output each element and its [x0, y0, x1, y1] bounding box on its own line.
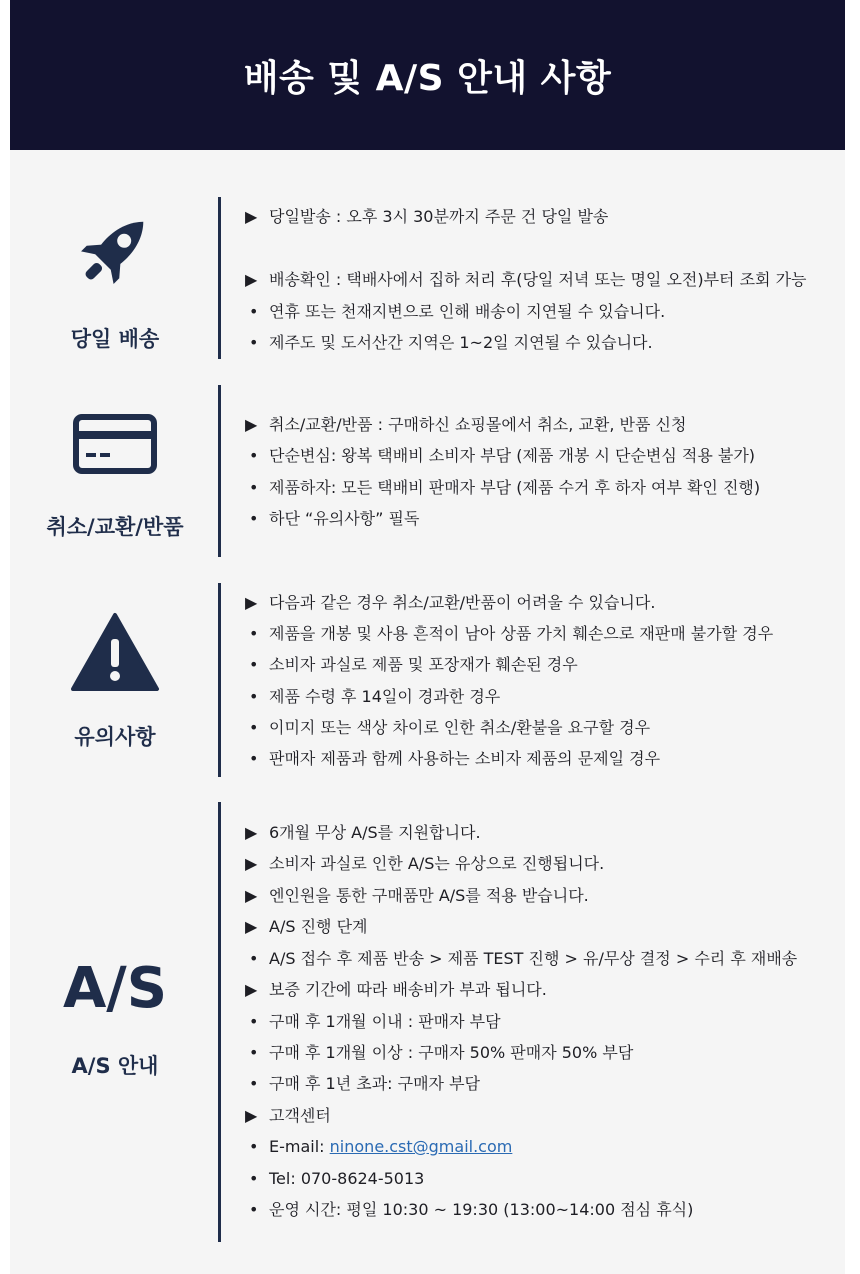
list-item — [245, 593, 655, 613]
bullet-marker: • — [249, 446, 259, 465]
line-text: 취소/교환/반품 : 구매하신 쇼핑몰에서 취소, 교환, 반품 신청 — [269, 415, 687, 434]
line-text: 보증 기간에 따라 배송비가 부과 됩니다. — [269, 980, 547, 999]
section-divider — [218, 197, 221, 359]
line-text: 구매 후 1개월 이상 : 구매자 50% 판매자 50% 부담 — [269, 1043, 634, 1062]
bullet-marker: • — [249, 624, 259, 643]
line-text: 제품하자: 모든 택배비 판매자 부담 (제품 수거 후 하자 여부 확인 진행) — [269, 478, 761, 497]
list-item — [245, 886, 589, 906]
bullet-marker: • — [249, 749, 259, 768]
list-item — [245, 415, 686, 435]
line-text: 6개월 무상 A/S를 지원합니다. — [269, 823, 481, 842]
bullet-marker: • — [249, 333, 259, 352]
list-item — [245, 917, 368, 937]
line-text: A/S 진행 단계 — [269, 917, 368, 936]
section-caution — [10, 581, 845, 778]
bullet-marker: • — [249, 1043, 259, 1062]
credit-card-icon — [10, 413, 220, 477]
bullet-marker: • — [249, 1169, 259, 1188]
page-title: 배송 및 A/S 안내 사항 — [243, 57, 612, 99]
bullet-marker: • — [249, 509, 259, 528]
list-item — [245, 1200, 693, 1220]
list-item — [245, 1106, 331, 1126]
section-title: 취소/교환/반품 — [46, 515, 184, 539]
page-header — [10, 0, 845, 150]
list-item — [245, 446, 755, 466]
list-item — [245, 749, 660, 769]
section-divider — [218, 802, 221, 1242]
line-text: 당일발송 : 오후 3시 30분까지 주문 건 당일 발송 — [269, 207, 609, 226]
line-text: 연휴 또는 천재지변으로 인해 배송이 지연될 수 있습니다. — [269, 302, 666, 321]
bullet-marker: • — [249, 718, 259, 737]
bullet-marker: • — [249, 478, 259, 497]
section-title: 유의사항 — [74, 725, 156, 749]
list-item — [245, 1043, 633, 1063]
section-cancel — [10, 383, 845, 558]
email-link[interactable]: ninone.cst@gmail.com — [329, 1137, 513, 1156]
bullet-marker: • — [249, 1137, 259, 1156]
line-text: 판매자 제품과 함께 사용하는 소비자 제품의 문제일 경우 — [269, 749, 661, 768]
section-as — [10, 800, 845, 1244]
line-text: 구매 후 1년 초과: 구매자 부담 — [269, 1074, 481, 1093]
rocket-icon — [10, 205, 220, 295]
line-text: A/S 접수 후 제품 반송 > 제품 TEST 진행 > 유/무상 결정 > 수리 후 재배송 — [269, 949, 798, 968]
line-text: 이미지 또는 색상 차이로 인한 취소/환불을 요구할 경우 — [269, 718, 651, 737]
arrow-marker: ▶ — [245, 1106, 258, 1125]
list-item — [245, 823, 481, 843]
arrow-marker: ▶ — [245, 823, 258, 842]
list-item — [245, 949, 797, 969]
content-area — [10, 150, 845, 1274]
list-item — [245, 1074, 480, 1094]
arrow-marker: ▶ — [245, 593, 258, 612]
bullet-marker: • — [249, 687, 259, 706]
list-item — [245, 718, 650, 738]
bullet-marker: • — [249, 302, 259, 321]
arrow-marker: ▶ — [245, 980, 258, 999]
line-text: Tel: 070-8624-5013 — [269, 1169, 425, 1188]
line-text: 하단 “유의사항” 필독 — [269, 509, 420, 528]
arrow-marker: ▶ — [245, 415, 258, 434]
as-big-label: A/S — [62, 956, 168, 1021]
list-item — [245, 980, 547, 1000]
list-item — [245, 509, 419, 529]
line-text: 단순변심: 왕복 택배비 소비자 부담 (제품 개봉 시 단순변심 적용 불가) — [269, 446, 756, 465]
line-text: 배송확인 : 택배사에서 집하 처리 후(당일 저녁 또는 명일 오전)부터 조회 가능 — [269, 270, 807, 289]
list-item — [245, 478, 760, 498]
list-item — [245, 302, 665, 322]
section-title: 당일 배송 — [70, 327, 160, 351]
line-text: 엔인원을 통한 구매품만 A/S를 적용 받습니다. — [269, 886, 589, 905]
list-item — [245, 1137, 512, 1157]
bullet-marker: • — [249, 655, 259, 674]
line-text: 고객센터 — [269, 1106, 331, 1125]
bullet-marker: • — [249, 1012, 259, 1031]
line-text: 제주도 및 도서산간 지역은 1~2일 지연될 수 있습니다. — [269, 333, 653, 352]
warning-icon — [10, 611, 220, 693]
bullet-marker: • — [249, 949, 259, 968]
line-text: 구매 후 1개월 이내 : 판매자 부담 — [269, 1012, 501, 1031]
line-text: 소비자 과실로 제품 및 포장재가 훼손된 경우 — [269, 655, 578, 674]
list-item — [245, 1012, 501, 1032]
list-item — [245, 687, 500, 707]
list-item — [245, 854, 604, 874]
section-divider — [218, 385, 221, 557]
list-item — [245, 333, 653, 353]
bullet-marker: • — [249, 1200, 259, 1219]
line-text: 제품 수령 후 14일이 경과한 경우 — [269, 687, 501, 706]
line-text: E-mail: — [269, 1137, 325, 1156]
line-text: 다음과 같은 경우 취소/교환/반품이 어려울 수 있습니다. — [269, 593, 656, 612]
line-text: 제품을 개봉 및 사용 흔적이 남아 상품 가치 훼손으로 재판매 불가할 경우 — [269, 624, 774, 643]
arrow-marker: ▶ — [245, 270, 258, 289]
list-item — [245, 655, 578, 675]
list-item — [245, 270, 807, 290]
arrow-marker: ▶ — [245, 917, 258, 936]
arrow-marker: ▶ — [245, 854, 258, 873]
list-item — [245, 207, 608, 227]
bullet-marker: • — [249, 1074, 259, 1093]
list-item — [245, 1169, 424, 1189]
line-text: 소비자 과실로 인한 A/S는 유상으로 진행됩니다. — [269, 854, 605, 873]
section-divider — [218, 583, 221, 777]
section-title: A/S 안내 — [71, 1054, 159, 1078]
arrow-marker: ▶ — [245, 886, 258, 905]
line-text: 운영 시간: 평일 10:30 ~ 19:30 (13:00~14:00 점심 휴식) — [269, 1200, 694, 1219]
arrow-marker: ▶ — [245, 207, 258, 226]
section-shipping — [10, 195, 845, 360]
list-item — [245, 624, 773, 644]
